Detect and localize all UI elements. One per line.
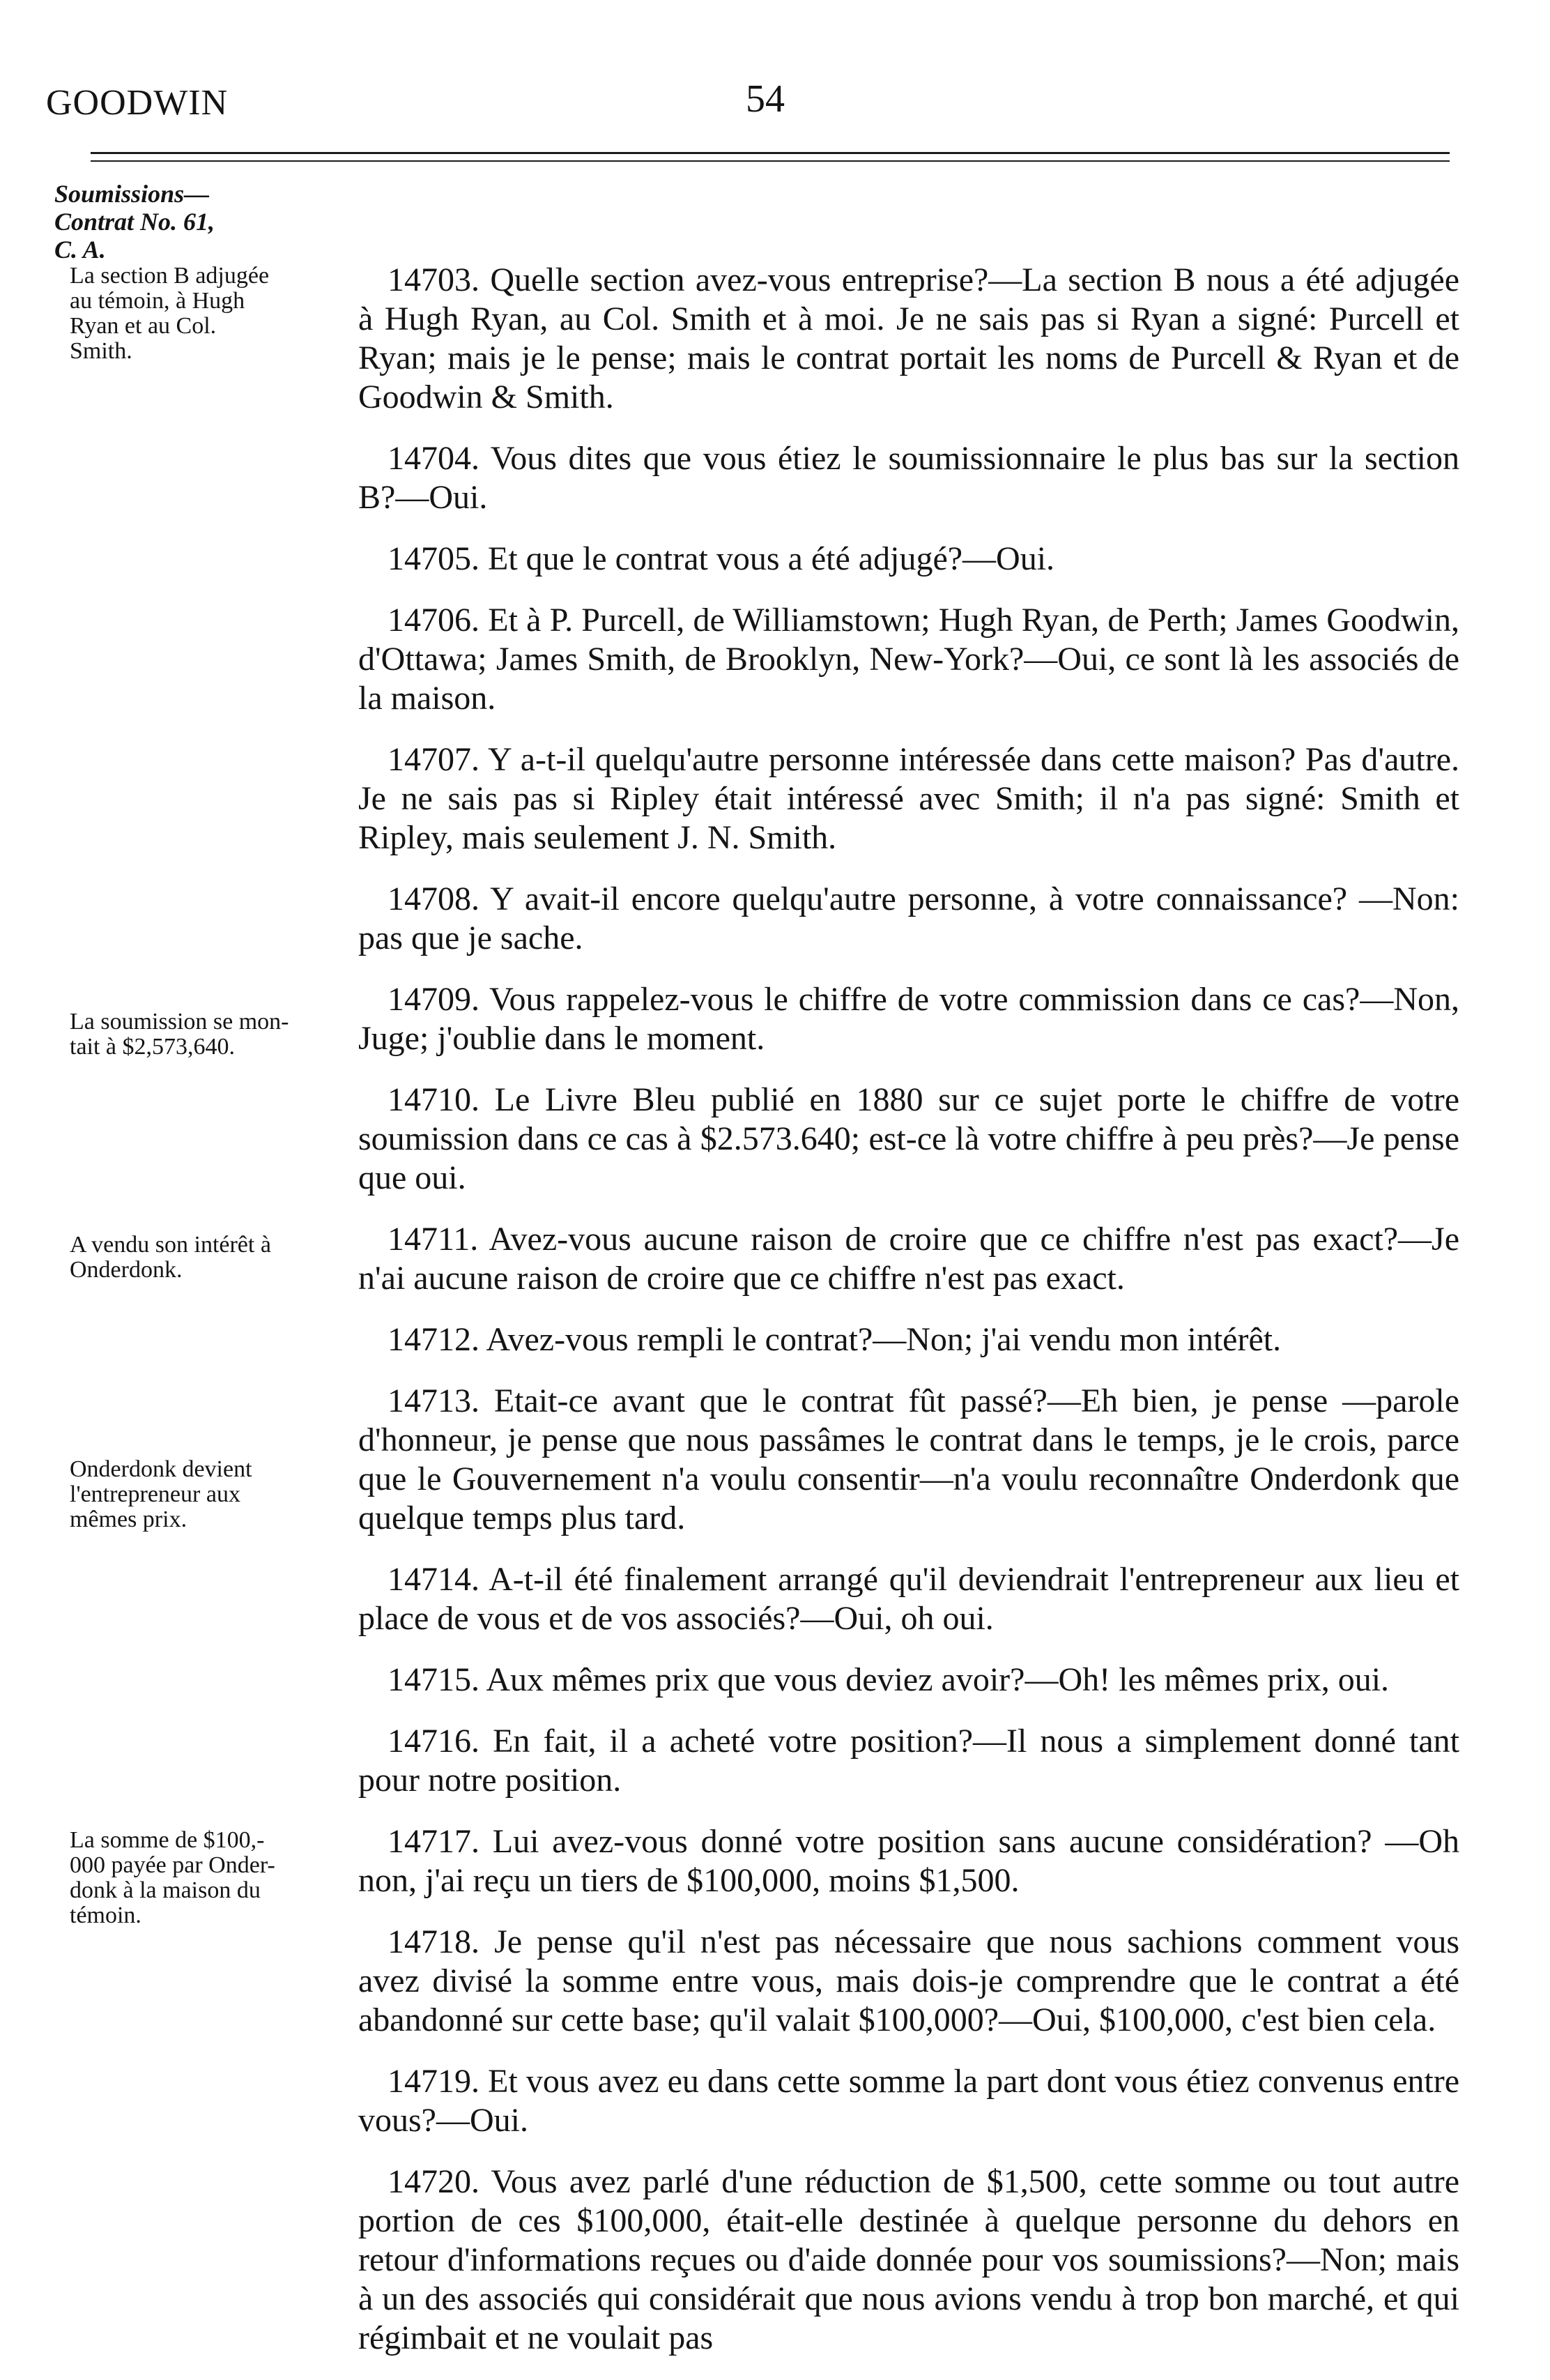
question-number: 14707. xyxy=(388,741,479,778)
paragraph-text: Et à P. Purcell, de Williamstown; Hugh Ryan, de Perth; James Goodwin, d'Ottawa; James Smith, de Brooklyn, New-York?—Oui, ce sont là les associés de la maison. xyxy=(358,602,1460,717)
margin-note-line: l'entrepreneur aux xyxy=(70,1481,240,1507)
margin-note-onderdonk xyxy=(70,1457,362,1532)
question-number: 14709. xyxy=(388,981,479,1018)
testimony-paragraph xyxy=(358,1923,1459,2040)
question-number: 14710. xyxy=(388,1081,479,1118)
margin-note-line: témoin. xyxy=(70,1902,141,1928)
page-number: 54 xyxy=(746,77,785,121)
paragraph-text: Vous rappelez-vous le chiffre de votre commission dans ce cas?—Non, Juge; j'oublie dans le moment. xyxy=(358,981,1459,1057)
running-header-name: GOODWIN xyxy=(46,83,229,123)
question-number: 14704. xyxy=(388,440,479,477)
question-number: 14715. xyxy=(388,1661,479,1698)
paragraph-text: Avez-vous aucune raison de croire que ce chiffre n'est pas exact?—Je n'ai aucune raison de croire que ce chiffre n'est pas exact. xyxy=(358,1221,1459,1297)
question-number: 14712. xyxy=(388,1321,479,1358)
question-number: 14713. xyxy=(388,1382,479,1419)
paragraph-text: Etait-ce avant que le contrat fût passé?—Eh bien, je pense —parole d'honneur, je pense que nous passâmes le contrat dans le temps, je le crois, parce que le Gouvernement n'a voulu consentir—n'a voulu reconnaître Onderdonk que quelque temps plus tard. xyxy=(358,1382,1460,1536)
paragraph-text: Vous avez parlé d'une réduction de $1,500, cette somme ou tout autre portion de ces $100,000, était-elle destinée à quelque personne du dehors en retour d'informations reçues ou d'aide donnée pour vos soumissions?—Non; mais à un des associés qui considérait que nous avions vendu à trop bon marché, et qui régimbait et ne voulait pas xyxy=(358,2163,1459,2356)
paragraph-text: En fait, il a acheté votre position?—Il nous a simplement donné tant pour notre position. xyxy=(358,1723,1460,1799)
testimony-paragraph xyxy=(358,740,1459,857)
testimony-paragraph xyxy=(358,1560,1459,1638)
testimony-paragraph xyxy=(358,2162,1459,2358)
margin-note-line: donk à la maison du xyxy=(70,1877,261,1903)
testimony-paragraph xyxy=(358,1722,1459,1800)
margin-note-line: Ryan et au Col. xyxy=(70,313,217,339)
question-number: 14711. xyxy=(388,1221,479,1258)
testimony-paragraph xyxy=(358,601,1459,718)
margin-note-line: Onderdonk. xyxy=(70,1257,183,1283)
margin-note-line: Onderdonk devient xyxy=(70,1456,252,1482)
testimony-paragraph xyxy=(358,880,1459,958)
paragraph-text: Aux mêmes prix que vous deviez avoir?—Oh! les mêmes prix, oui. xyxy=(486,1661,1390,1698)
testimony-paragraph xyxy=(358,1081,1459,1198)
subhead-line: C. A. xyxy=(54,236,106,264)
question-number: 14703. xyxy=(388,261,479,298)
margin-note-line: au témoin, à Hugh xyxy=(70,288,245,314)
paragraph-text: Lui avez-vous donné votre position sans aucune considération? —Oh non, j'ai reçu un tiers de $100,000, moins $1,500. xyxy=(358,1823,1460,1899)
testimony-paragraph xyxy=(358,2062,1459,2140)
paragraph-text: Y a-t-il quelqu'autre personne intéressée dans cette maison? Pas d'autre. Je ne sais pas si Ripley était intéressé avec Smith; il n'a pas signé: Smith et Ripley, mais seulement J. N. Smith. xyxy=(358,741,1459,856)
header-rule-top xyxy=(91,152,1450,154)
margin-note-line: La section B adjugée xyxy=(70,263,270,289)
question-number: 14706. xyxy=(388,602,479,639)
margin-note-line: La soumission se mon- xyxy=(70,1009,289,1035)
margin-note-somme xyxy=(70,1828,362,1928)
testimony-paragraph xyxy=(358,1220,1459,1298)
margin-note-soumission xyxy=(70,1009,362,1060)
question-number: 14714. xyxy=(388,1561,479,1598)
paragraph-text: A-t-il été finalement arrangé qu'il deviendrait l'entrepreneur aux lieu et place de vous et de vos associés?—Oui, oh oui. xyxy=(358,1561,1459,1637)
question-number: 14719. xyxy=(388,2063,479,2100)
testimony-paragraph xyxy=(358,439,1459,517)
paragraph-text: Avez-vous rempli le contrat?—Non; j'ai vendu mon intérêt. xyxy=(486,1321,1282,1358)
testimony-paragraph xyxy=(358,1382,1459,1538)
testimony-paragraph xyxy=(358,261,1459,417)
testimony-paragraph xyxy=(358,1320,1459,1359)
margin-note-line: mêmes prix. xyxy=(70,1506,187,1532)
paragraph-text: Quelle section avez-vous entreprise?—La section B nous a été adjugée à Hugh Ryan, au Col. Smith et à moi. Je ne sais pas si Ryan a signé: Purcell et Ryan; mais je le pense; mais le contrat portait les noms de Purcell & Ryan et de Goodwin & Smith. xyxy=(358,261,1460,415)
testimony-paragraph xyxy=(358,980,1459,1058)
header-rule-bottom xyxy=(91,160,1450,162)
paragraph-text: Vous dites que vous étiez le soumissionnaire le plus bas sur la section B?—Oui. xyxy=(358,440,1459,516)
testimony-paragraph xyxy=(358,1661,1459,1700)
question-number: 14705. xyxy=(388,540,479,577)
margin-note-vendu xyxy=(70,1233,362,1283)
margin-note-section-b xyxy=(70,264,362,364)
subhead-line: Soumissions— xyxy=(54,180,210,208)
question-number: 14716. xyxy=(388,1723,479,1760)
question-number: 14708. xyxy=(388,880,479,917)
subhead-line: Contrat No. 61, xyxy=(54,208,215,236)
margin-note-line: A vendu son intérêt à xyxy=(70,1232,271,1258)
testimony-paragraph xyxy=(358,1822,1459,1900)
paragraph-text: Et que le contrat vous a été adjugé?—Oui. xyxy=(488,540,1055,577)
question-number: 14720. xyxy=(388,2163,479,2200)
question-number: 14717. xyxy=(388,1823,479,1860)
testimony-paragraph xyxy=(358,540,1459,579)
paragraph-text: Le Livre Bleu publié en 1880 sur ce sujet porte le chiffre de votre soumission dans ce cas à $2.573.640; est-ce là votre chiffre à peu près?—Je pense que oui. xyxy=(358,1081,1459,1196)
margin-note-line: La somme de $100,- xyxy=(70,1827,265,1853)
margin-note-line: Smith. xyxy=(70,338,132,364)
paragraph-text: Y avait-il encore quelqu'autre personne, à votre connaissance? —Non: pas que je sache. xyxy=(358,880,1459,956)
margin-note-line: tait à $2,573,640. xyxy=(70,1034,236,1060)
paragraph-text: Et vous avez eu dans cette somme la part dont vous étiez convenus entre vous?—Oui. xyxy=(358,2063,1460,2139)
margin-note-line: 000 payée par Onder- xyxy=(70,1852,275,1878)
section-subhead xyxy=(54,180,361,264)
question-number: 14718. xyxy=(388,1923,479,1960)
paragraph-text: Je pense qu'il n'est pas nécessaire que nous sachions comment vous avez divisé la somme entre vous, mais dois-je comprendre que le contrat a été abandonné sur cette base; qu'il valait $100,000?—Oui, $100,000, c'est bien cela. xyxy=(358,1923,1459,2038)
main-text xyxy=(358,261,1459,2380)
